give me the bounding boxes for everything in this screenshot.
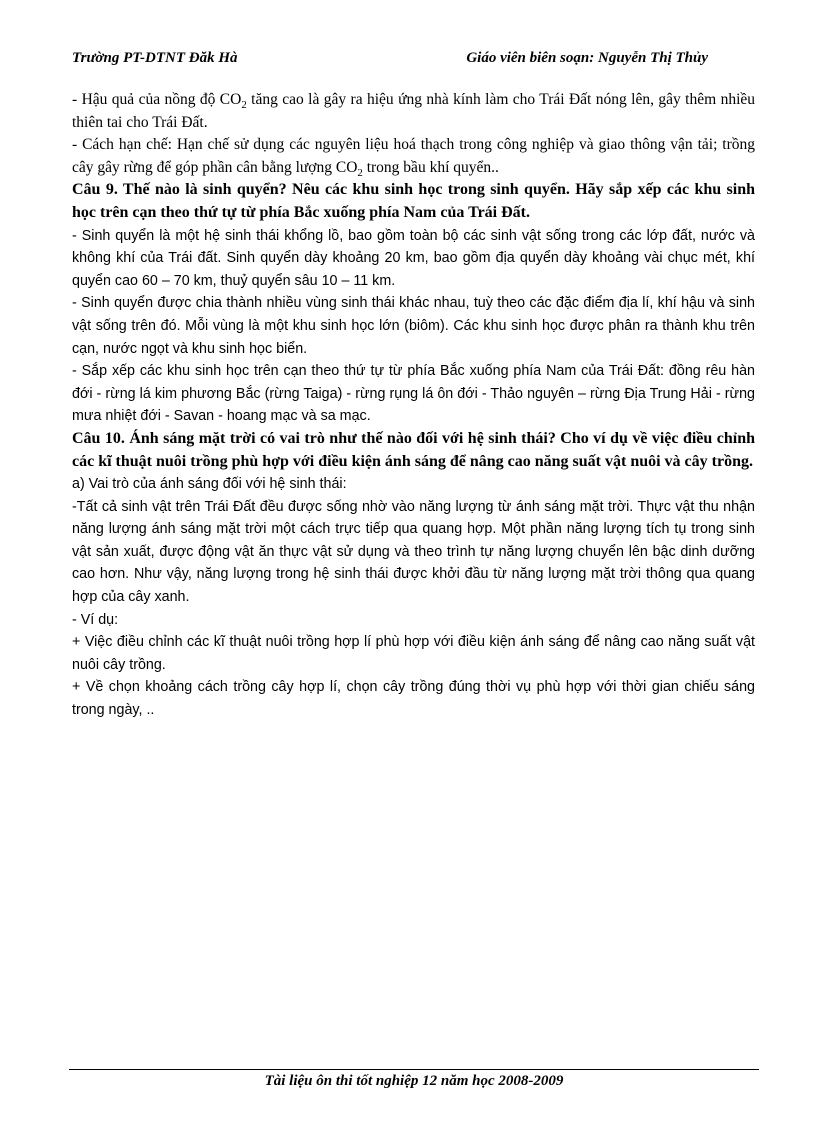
co2-solution-paragraph: - Cách hạn chế: Hạn chế sử dụng các nguyên liệu hoá thạch trong công nghiệp và giao thông vận tải; trồng cây gây rừng để góp phần cân bằng lượng $CO_2$ trong bầu khí quyển.. [72,136,755,179]
page-footer: Tài liệu ôn thi tốt nghiệp 12 năm học 2008-2009 [264,1073,564,1089]
co2-effect-paragraph: - Hậu quả của nồng độ $CO_2$ tăng cao là gây ra hiệu ứng nhà kính làm cho Trái Đất nóng lên, gây thêm nhiều thiên tai cho Trái Đất. [72,91,756,131]
question-10-section-a-body: -Tất cả sinh vật trên Trái Đất đều được sống nhờ vào năng lượng từ ánh sáng mặt trời. Thực vật thu nhận năng lượng ánh sáng mặt trời một cách trực tiếp qua quang hợp. Một phần năng lượng tích tụ trong sinh vật sản xuất, được động vật ăn thực vật sử dụng và theo trình tự năng lượng chuyển lên bậc dinh dưỡng cao hơn. Như vậy, năng lượng trong hệ sinh thái được khởi đầu từ năng lượng mặt trời thông qua quang hợp của cây xanh. [72,498,755,606]
question-10-heading: Câu 10. Ánh sáng mặt trời có vai trò như thế nào đối với hệ sinh thái? Cho ví dụ về việc điều chỉnh các kĩ thuật nuôi trồng phù hợp với điều kiện ánh sáng để nâng cao năng suất vật nuôi và cây trồng. [72,429,755,470]
question-10-example-2: + Về chọn khoảng cách trồng cây hợp lí, chọn cây trồng đúng thời vụ phù hợp với thời gian chiếu sáng trong ngày, .. [72,679,755,719]
footer-divider [69,1069,759,1070]
page-header [72,50,708,72]
question-10-section-a-heading: a) Vai trò của ánh sáng đối với hệ sinh thái: [72,476,347,493]
question-10-example-heading: - Ví dụ: [72,611,119,628]
question-9-answer-2: - Sinh quyển được chia thành nhiều vùng sinh thái khác nhau, tuỳ theo các đặc điểm địa lí, khí hậu và sinh vật sống trên đó. Mỗi vùng là một khu sinh học lớn (biôm). Các khu sinh học được phân ra thành khu trên cạn, nước ngọt và khu sinh học biển. [72,295,755,357]
document-body [72,89,755,722]
question-9-heading: Câu 9. Thế nào là sinh quyển? Nêu các khu sinh học trong sinh quyển. Hãy sắp xếp các khu sinh học trên cạn theo thứ tự từ phía Bắc xuống phía Nam của Trái Đất. [72,181,755,221]
question-10-example-1: + Việc điều chỉnh các kĩ thuật nuôi trồng hợp lí phù hợp với điều kiện ánh sáng để nâng cao năng suất vật nuôi cây trồng. [72,634,755,673]
question-9-answer-1: - Sinh quyển là một hệ sinh thái khổng lồ, bao gồm toàn bộ các sinh vật sống trong các lớp đất, nước và không khí của Trái đất. Sinh quyển dày khoảng 20 km, bao gồm địa quyển dày khoảng vài chục mét, khí quyển cao 60 – 70 km, thuỷ quyển sâu 10 – 11 km. [72,227,755,289]
question-9-answer-3: - Sắp xếp các khu sinh học trên cạn theo thứ tự từ phía Bắc xuống phía Nam của Trái Đất: đồng rêu hàn đới - rừng lá kim phương Bắc (rừng Taiga) - rừng rụng lá ôn đới - Thảo nguyên – rừng Địa Trung Hải - rừng mưa nhiệt đới - Savan - hoang mạc và sa mạc. [72,363,755,425]
teacher-name: Giáo viên biên soạn: Nguyễn Thị Thủy [466,50,708,66]
school-name: Trường PT-DTNT Đăk Hà [72,50,238,66]
